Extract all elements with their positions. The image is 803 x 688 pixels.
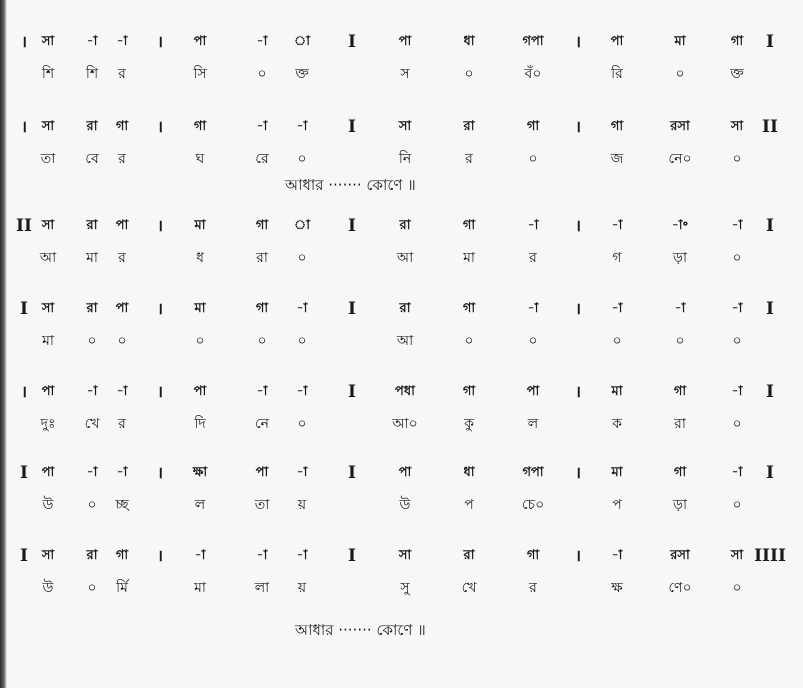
lyric-line-1	[0, 61, 803, 87]
swara-note: রসা	[670, 548, 690, 563]
lyric-syllable: নি	[398, 151, 412, 167]
bar-line: I	[20, 299, 28, 319]
bar-line: IIII	[754, 546, 786, 566]
lyric-syllable: ক	[612, 416, 622, 432]
swara-note: -া	[86, 384, 98, 399]
swara-note: -া	[611, 548, 623, 563]
swara-note: ক্ষা	[192, 465, 208, 480]
swara-note: -া	[527, 218, 539, 233]
lyric-syllable: উ	[42, 497, 54, 513]
lyric-syllable: য়	[297, 580, 307, 596]
bar-line: II	[16, 216, 32, 236]
lyric-syllable: র	[529, 580, 537, 596]
lyric-syllable: বঁ০	[524, 66, 542, 82]
swara-note: গা	[115, 119, 129, 134]
swara-note: -া	[194, 548, 206, 563]
lyric-syllable: রা	[674, 416, 686, 432]
bar-line: II	[762, 117, 778, 137]
lyric-syllable: রে	[255, 151, 269, 167]
swara-note: মা	[674, 34, 686, 49]
lyric-syllable: ০	[87, 580, 97, 596]
lyric-syllable: লা	[254, 580, 270, 596]
bar-line: I	[766, 382, 774, 402]
lyric-syllable: রা	[256, 250, 268, 266]
swara-note: -া	[116, 384, 128, 399]
lyric-syllable: র	[118, 66, 126, 82]
swara-note: পা	[610, 34, 624, 49]
lyric-syllable: স	[400, 66, 410, 82]
swara-note: -া	[116, 34, 128, 49]
swara-note: গা	[115, 548, 129, 563]
bar-line: ।	[574, 546, 582, 565]
lyric-syllable: র	[118, 416, 126, 432]
swara-note: -া	[256, 548, 268, 563]
bar-line: ।	[156, 299, 164, 318]
lyric-syllable: ধ	[196, 250, 204, 266]
bar-line: ।	[156, 117, 164, 136]
lyric-syllable: ০	[297, 416, 307, 432]
swara-note: গা	[526, 548, 540, 563]
notation-line-7	[0, 543, 803, 569]
swara-note: সা	[41, 301, 55, 316]
swara-note: পা	[115, 218, 129, 233]
lyric-syllable: ০	[87, 333, 97, 349]
refrain-line: আধার ······· কোণে ॥	[295, 621, 426, 639]
swara-note: গা	[462, 218, 476, 233]
lyric-syllable: ড়া	[672, 497, 688, 513]
lyric-line-5	[0, 411, 803, 437]
lyric-syllable: ল	[527, 416, 539, 432]
lyric-syllable: ০	[87, 497, 97, 513]
lyric-syllable: ঘ	[195, 151, 205, 167]
lyric-syllable: ০	[464, 66, 474, 82]
lyric-syllable: ০	[297, 333, 307, 349]
lyric-syllable: আ	[396, 250, 414, 266]
lyric-syllable: নে০	[668, 151, 692, 167]
lyric-syllable: নে	[254, 416, 270, 432]
lyric-syllable: মা	[42, 333, 54, 349]
bar-line: I	[348, 546, 356, 566]
swara-note: ধা	[463, 465, 475, 480]
lyric-syllable: ০	[675, 333, 685, 349]
swara-note: সা	[730, 119, 744, 134]
swara-note: গা	[193, 119, 207, 134]
lyric-syllable: র	[118, 250, 126, 266]
lyric-syllable: ০	[732, 333, 742, 349]
lyric-syllable: ল	[194, 497, 206, 513]
lyric-syllable: সু	[400, 580, 410, 596]
swara-note: -া	[731, 384, 743, 399]
lyric-syllable: চ্ছ	[115, 497, 129, 513]
swara-note: -া	[527, 301, 539, 316]
swara-note: মা	[194, 218, 206, 233]
lyric-syllable: র	[529, 250, 537, 266]
swara-note: -া	[116, 465, 128, 480]
notation-line-6	[0, 460, 803, 486]
swara-note: পা	[398, 34, 412, 49]
swara-note: মা	[194, 301, 206, 316]
lyric-syllable: জ	[610, 151, 624, 167]
bar-line: I	[766, 299, 774, 319]
swara-note: সা	[398, 548, 412, 563]
lyric-syllable: ০	[297, 250, 307, 266]
lyric-syllable: ণে০	[668, 580, 692, 596]
bar-line: ।	[156, 382, 164, 401]
lyric-line-6	[0, 492, 803, 518]
lyric-syllable: ক্ত	[730, 66, 744, 82]
swara-note: পা	[41, 384, 55, 399]
bar-line: ।	[574, 463, 582, 482]
swara-note: গা	[730, 34, 744, 49]
bar-line: I	[766, 32, 774, 52]
swara-note: রা	[463, 548, 475, 563]
bar-line: ।	[574, 32, 582, 51]
swara-note: -া	[86, 465, 98, 480]
lyric-syllable: তা	[40, 151, 56, 167]
bar-line: I	[766, 216, 774, 236]
lyric-syllable: ০	[732, 497, 742, 513]
lyric-syllable: প	[464, 497, 474, 513]
swara-note: -া	[256, 34, 268, 49]
swara-note: সা	[41, 119, 55, 134]
bar-line: I	[348, 117, 356, 137]
swara-note: -া	[86, 34, 98, 49]
bar-line: I	[20, 463, 28, 483]
lyric-syllable: ০	[117, 333, 127, 349]
swara-note: রা	[86, 218, 98, 233]
refrain-line: আধার ······· কোণে ॥	[285, 176, 416, 194]
swara-note: -া	[611, 301, 623, 316]
swara-note: গা	[610, 119, 624, 134]
lyric-line-2	[0, 146, 803, 172]
bar-line: I	[348, 299, 356, 319]
lyric-syllable: প	[612, 497, 622, 513]
lyric-syllable: বে	[85, 151, 99, 167]
lyric-syllable: ০	[464, 333, 474, 349]
lyric-syllable: র্মি	[116, 580, 128, 596]
lyric-syllable: মা	[463, 250, 475, 266]
bar-line: ।	[156, 32, 164, 51]
swara-note: সা	[398, 119, 412, 134]
lyric-syllable: শি	[41, 66, 55, 82]
swara-note: গা	[255, 301, 269, 316]
swara-note: -া	[296, 384, 308, 399]
bar-line: I	[348, 32, 356, 52]
notation-line-4	[0, 296, 803, 322]
notation-line-5	[0, 379, 803, 405]
swara-note: রা	[399, 218, 411, 233]
swara-note: -া	[296, 119, 308, 134]
lyric-syllable: ০	[675, 66, 685, 82]
lyric-syllable: তা	[254, 497, 270, 513]
lyric-syllable: ০	[528, 151, 538, 167]
swara-note: মা	[611, 465, 623, 480]
lyric-syllable: দুঃ	[40, 416, 56, 432]
lyric-syllable: ০	[257, 333, 267, 349]
lyric-line-3	[0, 245, 803, 271]
lyric-syllable: আ	[396, 333, 414, 349]
bar-line: I	[348, 463, 356, 483]
swara-note: -া	[674, 301, 686, 316]
swara-note: া	[294, 34, 310, 49]
swara-note: -া	[731, 301, 743, 316]
bar-line: ।	[156, 216, 164, 235]
notation-line-3	[0, 213, 803, 239]
swara-note: সা	[41, 548, 55, 563]
swara-note: পা	[41, 465, 55, 480]
lyric-syllable: ০	[732, 416, 742, 432]
swara-note: -া	[256, 119, 268, 134]
bar-line: ।	[156, 463, 164, 482]
lyric-syllable: উ	[399, 497, 411, 513]
swara-note: -া॰	[671, 218, 689, 233]
lyric-syllable: ০	[732, 250, 742, 266]
swara-note: গা	[526, 119, 540, 134]
lyric-syllable: উ	[42, 580, 54, 596]
swara-note: গা	[255, 218, 269, 233]
lyric-syllable: সি	[193, 66, 207, 82]
swara-note: -া	[296, 301, 308, 316]
lyric-syllable: খে	[461, 580, 477, 596]
swara-note: সা	[730, 548, 744, 563]
bar-line: ।	[574, 216, 582, 235]
bar-line: ।	[574, 382, 582, 401]
lyric-syllable: ড়া	[672, 250, 688, 266]
lyric-syllable: ক্ত	[295, 66, 309, 82]
swara-note: পা	[398, 465, 412, 480]
lyric-syllable: গ	[612, 250, 622, 266]
lyric-syllable: দি	[194, 416, 206, 432]
swara-note: রা	[86, 301, 98, 316]
lyric-syllable: ০	[732, 151, 742, 167]
lyric-syllable: র	[118, 151, 126, 167]
swara-note: মা	[611, 384, 623, 399]
swara-note: সা	[41, 218, 55, 233]
swara-note: গপা	[522, 34, 544, 49]
lyric-syllable: চে০	[521, 497, 545, 513]
bar-line: ।	[574, 117, 582, 136]
lyric-syllable: ০	[528, 333, 538, 349]
lyric-syllable: রি	[611, 66, 623, 82]
lyric-syllable: ০	[732, 580, 742, 596]
swara-note: -া	[256, 384, 268, 399]
swara-note: রা	[86, 548, 98, 563]
swara-note: -া	[611, 218, 623, 233]
swara-note: গা	[673, 384, 687, 399]
lyric-syllable: ক্ষ	[611, 580, 623, 596]
notation-line-2	[0, 114, 803, 140]
lyric-syllable: ০	[195, 333, 205, 349]
lyric-syllable: মা	[194, 580, 206, 596]
swara-note: পা	[193, 34, 207, 49]
swara-note: -া	[296, 548, 308, 563]
lyric-line-4	[0, 328, 803, 354]
bar-line: ।	[20, 382, 28, 401]
lyric-syllable: য়	[297, 497, 307, 513]
swara-note: পা	[115, 301, 129, 316]
lyric-syllable: মা	[86, 250, 98, 266]
swara-note: রা	[463, 119, 475, 134]
lyric-syllable: খে	[84, 416, 100, 432]
swara-note: গা	[462, 301, 476, 316]
bar-line: ।	[20, 117, 28, 136]
lyric-syllable: র	[465, 151, 473, 167]
swara-note: রা	[399, 301, 411, 316]
lyric-syllable: আ	[39, 250, 57, 266]
bar-line: I	[348, 216, 356, 236]
swara-note: গপা	[522, 465, 544, 480]
swara-note: রসা	[670, 119, 690, 134]
swara-note: রা	[86, 119, 98, 134]
swara-note: পা	[526, 384, 540, 399]
swara-note: -া	[731, 465, 743, 480]
swara-note: সা	[41, 34, 55, 49]
swara-note: -া	[731, 218, 743, 233]
bar-line: I	[20, 546, 28, 566]
bar-line: ।	[156, 546, 164, 565]
lyric-syllable: ০	[257, 66, 267, 82]
bar-line: ।	[20, 32, 28, 51]
swara-note: গা	[673, 465, 687, 480]
lyric-syllable: শি	[85, 66, 99, 82]
swara-note: পধা	[395, 384, 415, 399]
swara-note: গা	[462, 384, 476, 399]
lyric-line-7	[0, 575, 803, 601]
swara-note: ধা	[463, 34, 475, 49]
notation-line-1	[0, 29, 803, 55]
lyric-syllable: কু	[464, 416, 474, 432]
lyric-syllable: ০	[297, 151, 307, 167]
lyric-syllable: আ০	[392, 416, 418, 432]
bar-line: ।	[574, 299, 582, 318]
bar-line: I	[348, 382, 356, 402]
swara-note: পা	[193, 384, 207, 399]
swara-note: -া	[296, 465, 308, 480]
bar-line: I	[766, 463, 774, 483]
swara-note: পা	[255, 465, 269, 480]
swara-note: া	[294, 218, 310, 233]
lyric-syllable: ০	[612, 333, 622, 349]
